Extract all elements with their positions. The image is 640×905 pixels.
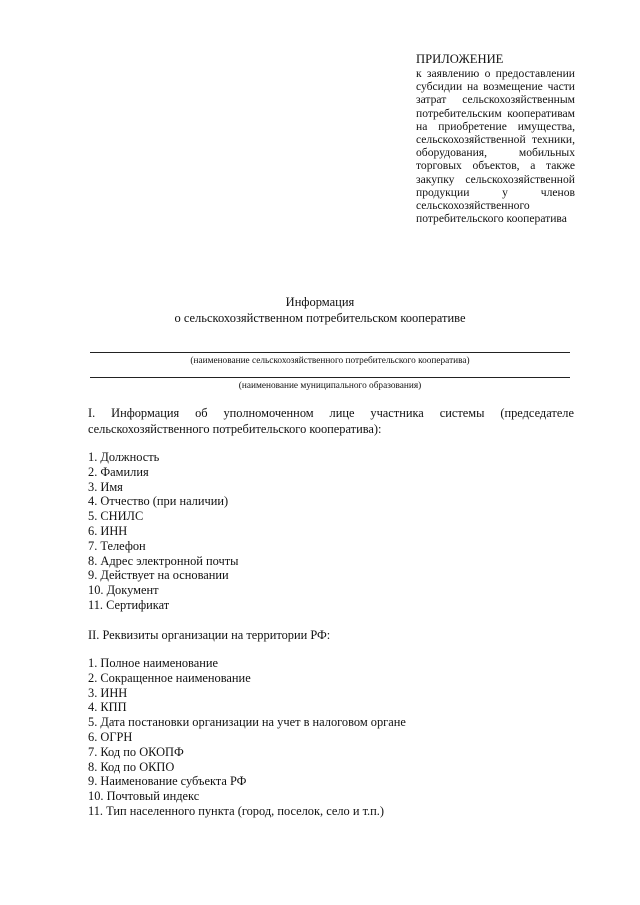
appendix-block — [416, 52, 575, 225]
section2-list-item: 4. КПП — [88, 700, 127, 715]
section2-list-item: 3. ИНН — [88, 685, 128, 700]
document-title-line1: Информация — [285, 295, 355, 309]
section-2-heading: II. Реквизиты организации на территории РФ: — [88, 628, 331, 642]
section1-list-item: 10. Документ — [88, 583, 159, 598]
appendix-title: ПРИЛОЖЕНИЕ — [416, 52, 504, 66]
section1-list-item: 9. Действует на основании — [88, 568, 229, 583]
appendix-text: к заявлению о предоставлении субсидии на возмещение части затрат сельскохозяйственным потребительским кооперативам на приобретение имущества, сельскохозяйственной техники, оборудования, мобильных торговых объектов, а также закупку сельскохозяйственной продукции у членов сельскохозяйственного потребительского кооператива — [416, 67, 575, 226]
section-1-list — [88, 450, 239, 613]
cooperative-name-caption: (наименование сельскохозяйственного потребительского кооператива) — [190, 356, 470, 366]
section1-list-item: 6. ИНН — [88, 523, 128, 538]
section1-list-item: 5. СНИЛС — [88, 509, 144, 524]
section1-list-item: 3. Имя — [88, 479, 123, 494]
section2-list-item: 11. Тип населенного пункта (город, поселок, село и т.п.) — [88, 803, 385, 818]
section2-list-item: 5. Дата постановки организации на учет в налоговом органе — [88, 715, 406, 730]
document-title-line2: о сельскохозяйственном потребительском кооперативе — [174, 311, 466, 325]
section1-list-item: 11. Сертификат — [88, 597, 170, 612]
section1-list-item: 4. Отчество (при наличии) — [88, 494, 229, 509]
municipality-caption: (наименование муниципального образования) — [238, 381, 422, 391]
cooperative-name-line — [90, 352, 570, 353]
section2-list-item: 10. Почтовый индекс — [88, 789, 200, 804]
section2-list-item: 8. Код по ОКПО — [88, 759, 175, 774]
document-title — [0, 294, 640, 326]
section-1-heading: I. Информация об уполномоченном лице участника системы (председателе сельскохозяйственного потребительского кооператива): — [88, 406, 574, 436]
section2-list-item: 7. Код по ОКОПФ — [88, 744, 184, 759]
section2-list-item: 9. Наименование субъекта РФ — [88, 774, 247, 789]
section1-list-item: 7. Телефон — [88, 538, 146, 553]
section2-list-item: 6. ОГРН — [88, 729, 133, 744]
section2-list-item: 2. Сокращенное наименование — [88, 670, 251, 685]
section1-list-item: 1. Должность — [88, 450, 160, 464]
section-2-list — [88, 656, 406, 819]
section2-list-item: 1. Полное наименование — [88, 656, 219, 670]
section1-list-item: 2. Фамилия — [88, 464, 149, 479]
municipality-line — [90, 377, 570, 378]
section1-list-item: 8. Адрес электронной почты — [88, 553, 239, 568]
